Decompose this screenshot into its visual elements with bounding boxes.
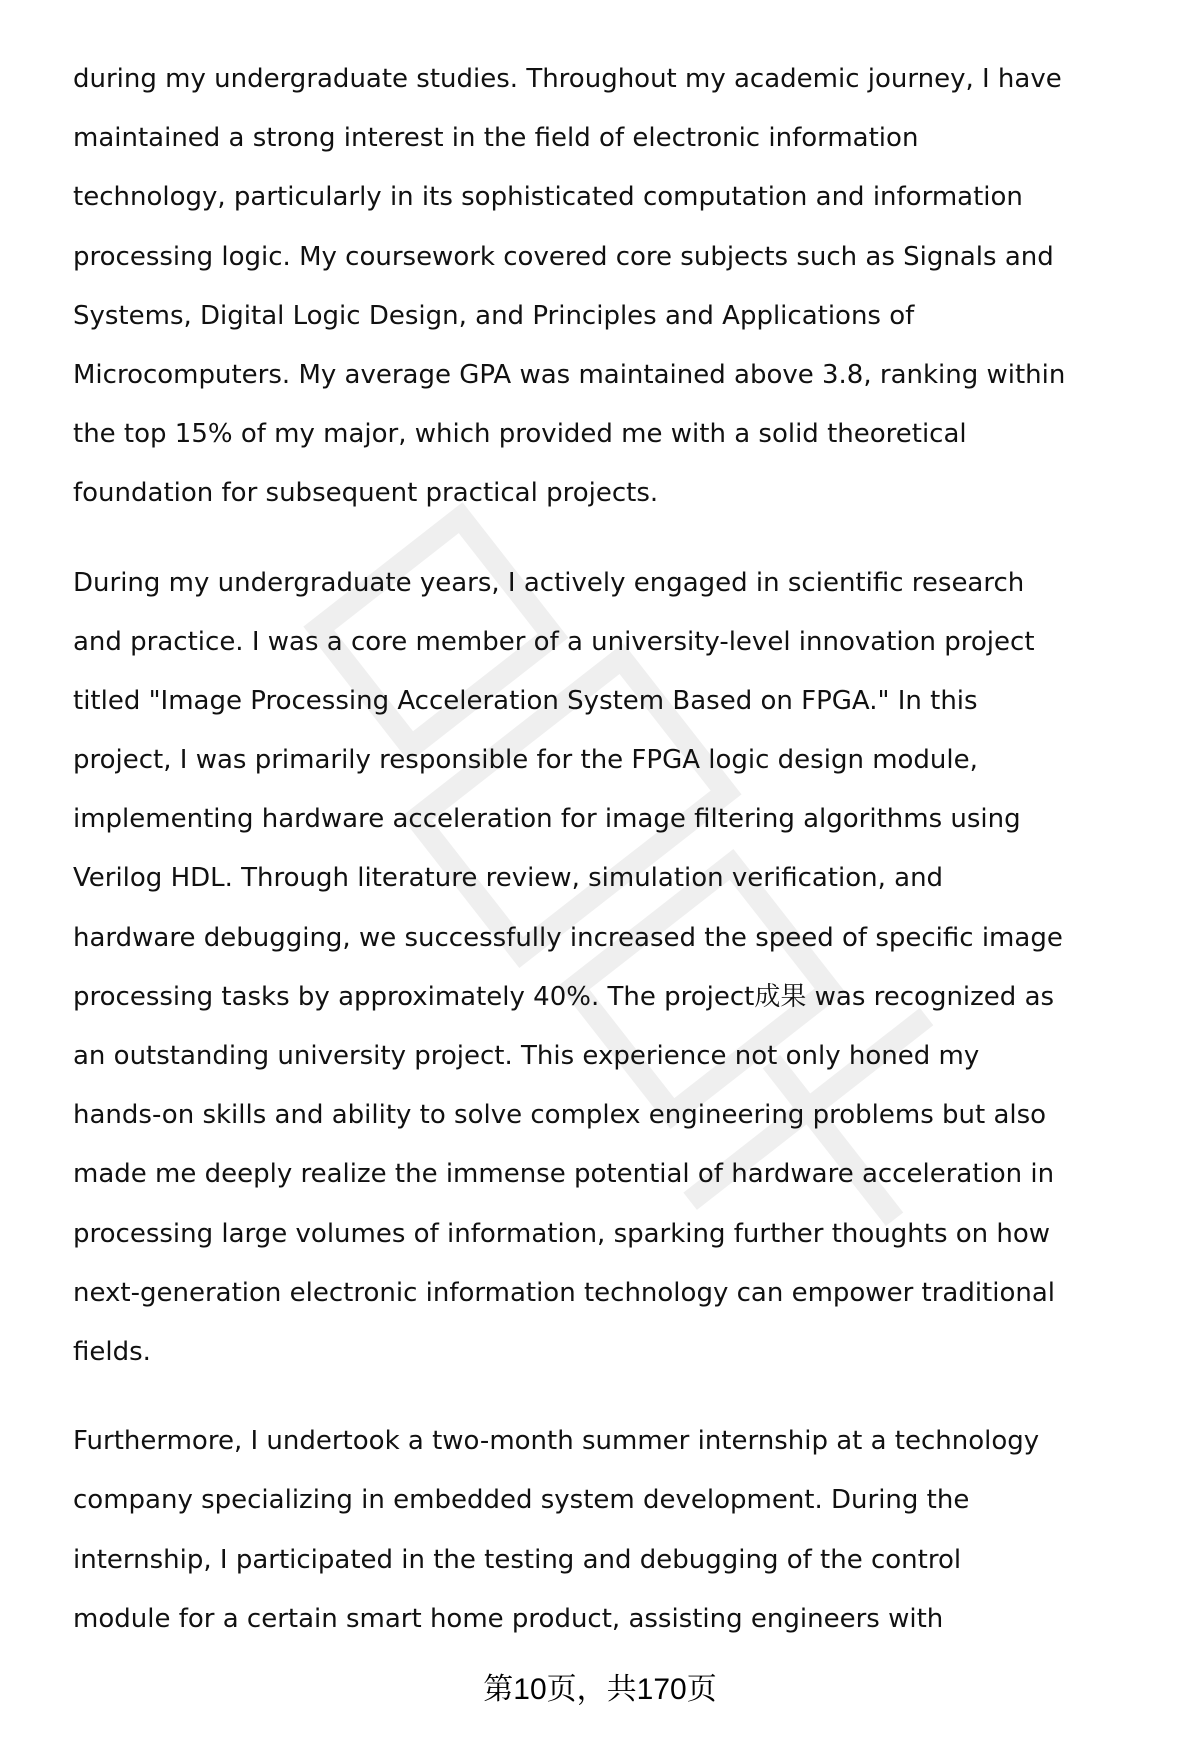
text-line: and practice. I was a core member of a university-level innovation project	[73, 626, 1035, 657]
text-line: project, I was primarily responsible for the FPGA logic design module,	[73, 745, 978, 776]
text-line: made me deeply realize the immense potential of hardware acceleration in	[73, 1159, 1055, 1190]
text-line: technology, particularly in its sophisticated computation and information	[73, 182, 1023, 213]
text-line: processing logic. My coursework covered core subjects such as Signals and	[73, 241, 1054, 272]
paragraph-academic	[73, 50, 1173, 524]
text-line: maintained a strong interest in the field of electronic information	[73, 123, 919, 154]
text-line: hardware debugging, we successfully increased the speed of specific image	[73, 922, 1063, 953]
text-line: Systems, Digital Logic Design, and Principles and Applications of	[73, 300, 915, 331]
text-line: module for a certain smart home product, assisting engineers with	[73, 1603, 944, 1634]
text-line: an outstanding university project. This experience not only honed my	[73, 1041, 980, 1071]
text-line: during my undergraduate studies. Throughout my academic journey, I have	[73, 64, 1062, 94]
text-line: company specializing in embedded system development. During the	[73, 1485, 970, 1516]
text-line: next-generation electronic information technology can empower traditional	[73, 1277, 1056, 1308]
page-number: 第10页，共170页	[483, 1673, 717, 1706]
paragraph-internship	[73, 1412, 1173, 1649]
paragraph-research	[73, 554, 1173, 1383]
text-line: processing tasks by approximately 40%. The project成果 was recognized as	[73, 981, 1055, 1012]
text-line: the top 15% of my major, which provided me with a solid theoretical	[73, 419, 967, 450]
text-line: titled "Image Processing Acceleration System Based on FPGA." In this	[73, 685, 978, 716]
text-line: Furthermore, I undertook a two-month summer internship at a technology	[73, 1426, 1040, 1457]
text-line: During my undergraduate years, I actively engaged in scientific research	[73, 567, 1025, 598]
text-line: foundation for subsequent practical projects.	[73, 478, 659, 509]
text-line: fields.	[73, 1336, 151, 1367]
text-line: processing large volumes of information, sparking further thoughts on how	[73, 1218, 1051, 1249]
text-line: Verilog HDL. Through literature review, simulation verification, and	[73, 863, 944, 894]
text-line: implementing hardware acceleration for image filtering algorithms using	[73, 804, 1021, 835]
text-line: hands-on skills and ability to solve complex engineering problems but also	[73, 1100, 1047, 1131]
text-line: internship, I participated in the testing and debugging of the control	[73, 1544, 962, 1575]
text-line: Microcomputers. My average GPA was maintained above 3.8, ranking within	[73, 359, 1066, 390]
document-body	[73, 50, 1173, 1679]
